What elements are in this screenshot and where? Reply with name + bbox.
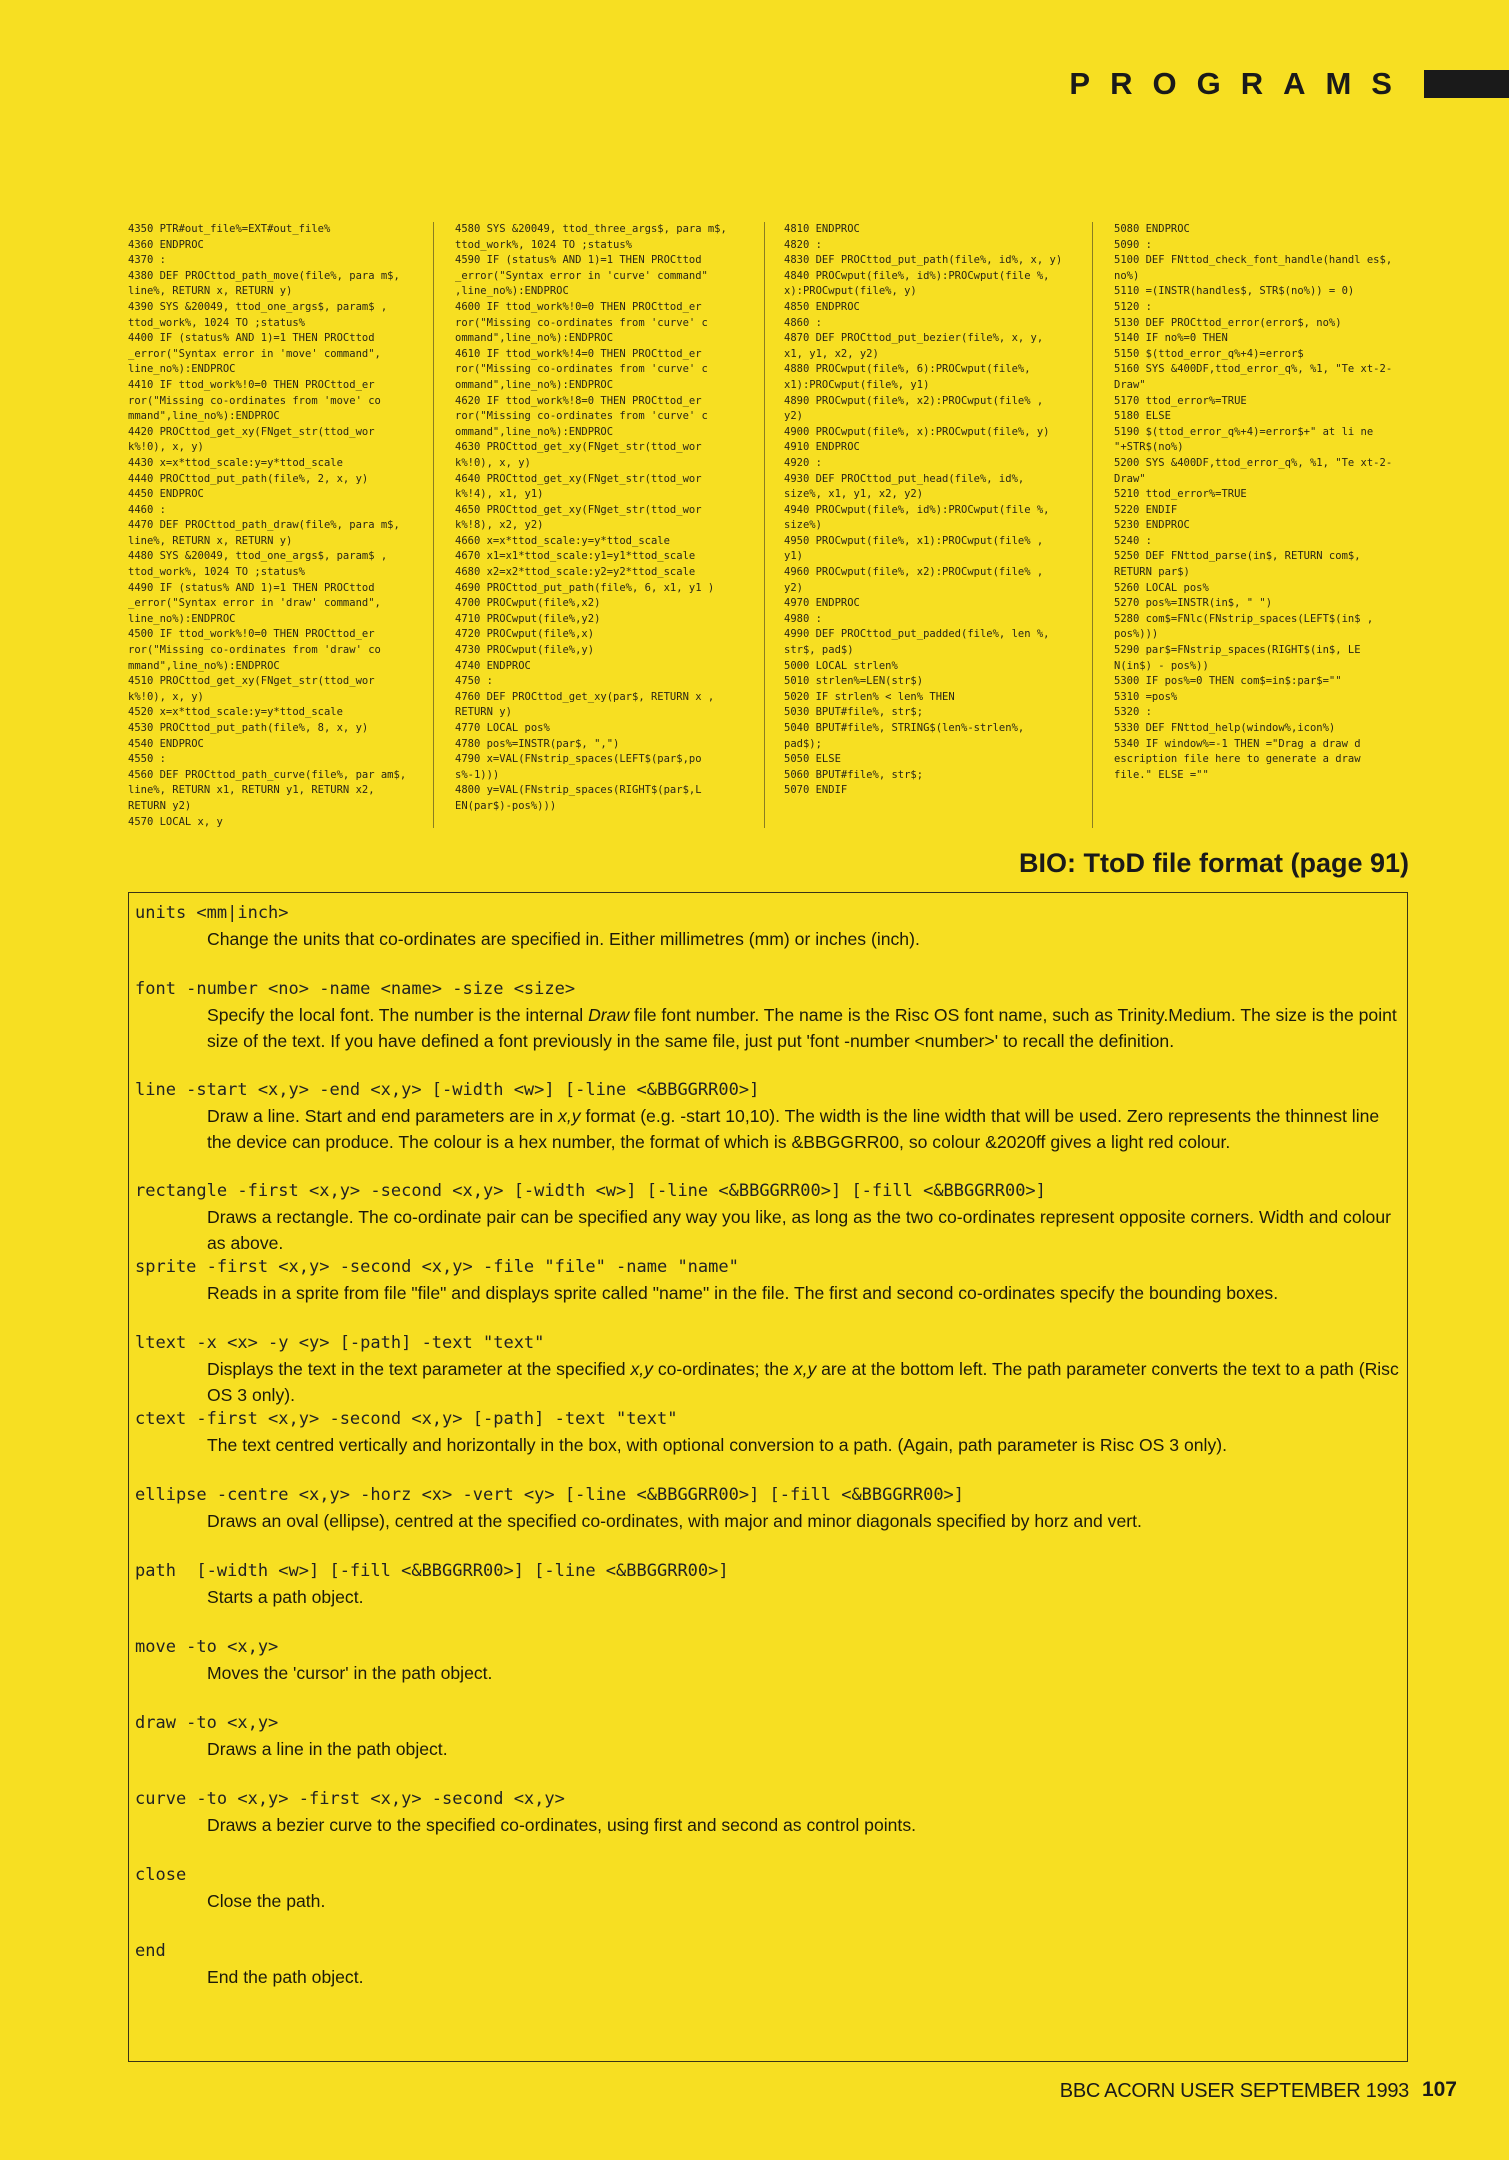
code-line: 4450 ENDPROC (128, 488, 204, 501)
code-line: 4980 : (784, 612, 822, 625)
command-syntax: move -to <x,y> (135, 1637, 279, 1657)
code-line: 5220 ENDIF (1114, 503, 1178, 516)
format-entry (135, 1483, 1401, 1534)
code-line: 4380 DEF PROCttod_path_move(file%, para m$, line%, RETURN x, RETURN y) (128, 269, 407, 298)
code-line: 5330 DEF FNttod_help(window%,icon%) (1114, 722, 1336, 734)
code-line: 4370 : (128, 254, 166, 267)
code-line: 5300 IF pos%=0 THEN com$=in$:par$="" (1114, 675, 1342, 688)
section-title: PROGRAMS (1069, 66, 1412, 101)
code-line: 4360 ENDPROC (128, 238, 204, 251)
command-description: Draws a line in the path object. (207, 1739, 448, 1759)
code-line: 4640 PROCttod_get_xy(FNget_str(ttod_wor k%!4), x1, y1) (455, 472, 708, 501)
code-line: 4430 x=x*ttod_scale:y=y*ttod_scale (128, 456, 343, 469)
code-line: 5290 par$=FNstrip_spaces(RIGHT$(in$, LE N(in$) - pos%)) (1114, 644, 1367, 672)
code-line: 4690 PROCttod_put_path(file%, 6, x1, y1 ) (455, 581, 715, 594)
code-line: 5250 DEF FNttod_parse(in$, RETURN com$, RETURN par$) (1114, 550, 1367, 579)
code-line: 5190 $(ttod_error_q%+4)=error$+" at li ne "+STR$(no%) (1114, 425, 1380, 454)
code-line: 5160 SYS &400DF,ttod_error_q%, %1, "Te xt-2-Draw" (1114, 363, 1393, 391)
command-description: Displays the text in the text parameter at the specified x,y co-ordinates; the x,y are at the bottom left. The path parameter converts the text to a path (Risc OS 3 only). (207, 1359, 1399, 1405)
command-description: Draw a line. Start and end parameters are in x,y format (e.g. -start 10,10). The width is the line width that will be used. Zero represents the thinnest line the device can produce. The colour is a hex number, the format of which is &BBGGRR00, so colour &2020ff gives a light red colour. (207, 1106, 1380, 1152)
code-line: 4600 IF ttod_work%!0=0 THEN PROCttod_er ror("Missing co-ordinates from 'curve' c ommand",line_no%):ENDPROC (455, 300, 715, 345)
code-line: 5150 $(ttod_error_q%+4)=error$ (1114, 347, 1304, 360)
format-entry (135, 1939, 1401, 1990)
code-line: 4840 PROCwput(file%, id%):PROCwput(file %, x):PROCwput(file%, y) (784, 269, 1056, 298)
code-line: 4750 : (455, 675, 493, 688)
code-line: 4410 IF ttod_work%!0=0 THEN PROCttod_er ror("Missing co-ordinates from 'move' co mmand",line_no%):ENDPROC (128, 378, 388, 423)
code-line: 5070 ENDIF (784, 784, 848, 797)
command-description: Change the units that co-ordinates are specified in. Either millimetres (mm) or inches (inch). (207, 929, 920, 949)
code-line: 4880 PROCwput(file%, 6):PROCwput(file%, x1):PROCwput(file%, y1) (784, 363, 1037, 391)
code-line: 4850 ENDPROC (784, 300, 860, 313)
code-line: 5170 ttod_error%=TRUE (1114, 394, 1247, 407)
code-line: 4800 y=VAL(FNstrip_spaces(RIGHT$(par$,L EN(par$)-pos%))) (455, 784, 708, 812)
code-line: 4400 IF (status% AND 1)=1 THEN PROCttod _error("Syntax error in 'move' command", line_no%):ENDPROC (128, 332, 388, 376)
code-line: 4720 PROCwput(file%,x) (455, 628, 595, 641)
section-bar (1424, 70, 1509, 98)
listing-column-2 (455, 222, 739, 828)
code-line: 4650 PROCttod_get_xy(FNget_str(ttod_wor k%!8), x2, y2) (455, 503, 708, 532)
code-line: 4480 SYS &20049, ttod_one_args$, param$ , ttod_work%, 1024 TO ;status% (128, 550, 394, 579)
format-entry (135, 901, 1401, 952)
format-entry (135, 1179, 1401, 1256)
code-line: 5080 ENDPROC (1114, 223, 1190, 235)
format-entry (135, 1787, 1401, 1838)
column-divider (1092, 222, 1093, 828)
code-line: 5210 ttod_error%=TRUE (1114, 488, 1247, 501)
code-line: 4810 ENDPROC (784, 223, 860, 235)
code-line: 5020 IF strlen% < len% THEN (784, 690, 955, 703)
code-line: 4500 IF ttod_work%!0=0 THEN PROCttod_er ror("Missing co-ordinates from 'draw' co mmand",line_no%):ENDPROC (128, 628, 388, 672)
code-line: 4610 IF ttod_work%!4=0 THEN PROCttod_er ror("Missing co-ordinates from 'curve' c ommand",line_no%):ENDPROC (455, 347, 715, 391)
code-line: 5050 ELSE (784, 753, 841, 766)
code-line: 4670 x1=x1*ttod_scale:y1=y1*ttod_scale (455, 550, 696, 563)
code-line: 4490 IF (status% AND 1)=1 THEN PROCttod _error("Syntax error in 'draw' command", line_no%):ENDPROC (128, 581, 388, 625)
code-line: 5240 : (1114, 534, 1152, 547)
code-line: 4950 PROCwput(file%, x1):PROCwput(file% , y1) (784, 534, 1050, 563)
code-line: 5060 BPUT#file%, str$; (784, 768, 924, 781)
code-line: 5100 DEF FNttod_check_font_handle(handl es$, no%) (1114, 254, 1399, 282)
page-number: 107 (1421, 2078, 1457, 2101)
command-description: Starts a path object. (207, 1587, 364, 1607)
code-line: 4860 : (784, 316, 822, 329)
listing-column-3 (784, 222, 1067, 828)
code-line: 4510 PROCttod_get_xy(FNget_str(ttod_wor k%!0), x, y) (128, 675, 381, 703)
code-line: 4990 DEF PROCttod_put_padded(file%, len %, str$, pad$) (784, 628, 1056, 657)
command-description: End the path object. (207, 1967, 364, 1987)
code-line: 4470 DEF PROCttod_path_draw(file%, para m$, line%, RETURN x, RETURN y) (128, 519, 407, 547)
format-entry (135, 977, 1401, 1054)
command-description: Draws an oval (ellipse), centred at the specified co-ordinates, with major and minor diagonals specified by horz and vert. (207, 1511, 1142, 1531)
code-line: 4520 x=x*ttod_scale:y=y*ttod_scale (128, 706, 343, 719)
code-line: 4660 x=x*ttod_scale:y=y*ttod_scale (455, 534, 670, 547)
column-divider (433, 222, 434, 828)
command-syntax: draw -to <x,y> (135, 1713, 279, 1733)
code-line: 4920 : (784, 456, 822, 469)
panel-title: BIO: TtoD file format (page 91) (1018, 848, 1409, 878)
command-syntax: units <mm|inch> (135, 903, 289, 923)
code-line: 5260 LOCAL pos% (1114, 581, 1209, 594)
code-line: 4710 PROCwput(file%,y2) (455, 612, 601, 625)
code-line: 4680 x2=x2*ttod_scale:y2=y2*ttod_scale (455, 566, 696, 579)
command-syntax: font -number <no> -name <name> -size <size> (135, 979, 576, 999)
command-syntax: close (135, 1865, 187, 1885)
code-line: 4620 IF ttod_work%!8=0 THEN PROCttod_er ror("Missing co-ordinates from 'curve' c ommand",line_no%):ENDPROC (455, 394, 715, 438)
code-line: 4820 : (784, 238, 822, 251)
format-entry (135, 1863, 1401, 1914)
code-line: 5140 IF no%=0 THEN (1114, 332, 1228, 345)
code-line: 4350 PTR#out_file%=EXT#out_file% (128, 223, 331, 235)
command-description: Specify the local font. The number is the internal Draw file font number. The name is the Risc OS font name, such as Trinity.Medium. The size is the point size of the text. If you have defined a font previously in the same file, just put 'font -number <number>' to recall the definition. (207, 1005, 1397, 1051)
code-line: 4700 PROCwput(file%,x2) (455, 597, 601, 610)
command-syntax: ellipse -centre <x,y> -horz <x> -vert <y> [-line <&BBGGRR00>] [-fill <&BBGGRR00>] (135, 1485, 965, 1505)
code-line: 4870 DEF PROCttod_put_bezier(file%, x, y, x1, y1, x2, y2) (784, 332, 1050, 360)
code-line: 4970 ENDPROC (784, 597, 860, 610)
command-description: Draws a rectangle. The co-ordinate pair can be specified any way you like, as long as the two co-ordinates represent opposite corners. Width and colour as above. (207, 1207, 1391, 1253)
code-line: 5320 : (1114, 706, 1152, 719)
code-line: 4540 ENDPROC (128, 737, 204, 750)
code-line: 5030 BPUT#file%, str$; (784, 706, 924, 719)
code-line: 5040 BPUT#file%, STRING$(len%-strlen%, pad$); (784, 722, 1031, 750)
command-syntax: ctext -first <x,y> -second <x,y> [-path] -text "text" (135, 1409, 678, 1429)
command-syntax: sprite -first <x,y> -second <x,y> -file "file" -name "name" (135, 1257, 739, 1277)
command-syntax: path [-width <w>] [-fill <&BBGGRR00>] [-line <&BBGGRR00>] (135, 1561, 729, 1581)
code-line: 5120 : (1114, 300, 1152, 313)
code-line: 4440 PROCttod_put_path(file%, 2, x, y) (128, 472, 369, 485)
command-description: Reads in a sprite from file "file" and displays sprite called "name" in the file. The first and second co-ordinates specify the bounding boxes. (207, 1283, 1279, 1303)
listing-column-1 (128, 222, 413, 828)
code-line: 4630 PROCttod_get_xy(FNget_str(ttod_wor k%!0), x, y) (455, 441, 708, 469)
format-entry (135, 1078, 1401, 1155)
code-line: 4890 PROCwput(file%, x2):PROCwput(file% , y2) (784, 394, 1050, 423)
code-line: 5110 =(INSTR(handles$, STR$(no%)) = 0) (1114, 285, 1355, 298)
column-divider (764, 222, 765, 828)
code-line: 5180 ELSE (1114, 410, 1171, 423)
code-line: 4900 PROCwput(file%, x):PROCwput(file%, y) (784, 425, 1050, 438)
code-line: 4460 : (128, 503, 166, 516)
code-line: 4590 IF (status% AND 1)=1 THEN PROCttod _error("Syntax error in 'curve' command" ,line_no%):ENDPROC (455, 254, 715, 298)
format-entry (135, 1407, 1401, 1458)
code-line: 5130 DEF PROCttod_error(error$, no%) (1114, 316, 1342, 329)
code-line: 5090 : (1114, 238, 1152, 251)
code-line: 4580 SYS &20049, ttod_three_args$, para m$, ttod_work%, 1024 TO ;status% (455, 223, 734, 251)
code-line: 4760 DEF PROCttod_get_xy(par$, RETURN x , RETURN y) (455, 690, 721, 719)
footer-publication: BBC ACORN USER SEPTEMBER 1993 (1059, 2080, 1409, 2102)
code-line: 4940 PROCwput(file%, id%):PROCwput(file %, size%) (784, 503, 1056, 532)
code-line: 5230 ENDPROC (1114, 519, 1190, 532)
code-line: 4790 x=VAL(FNstrip_spaces(LEFT$(par$,po s%-1))) (455, 753, 708, 781)
command-syntax: line -start <x,y> -end <x,y> [-width <w>] [-line <&BBGGRR00>] (135, 1080, 760, 1100)
command-description: Close the path. (207, 1891, 326, 1911)
code-line: 4910 ENDPROC (784, 441, 860, 454)
code-line: 4550 : (128, 753, 166, 766)
command-description: The text centred vertically and horizontally in the box, with optional conversion to a path. (Again, path parameter is Risc OS 3 only). (207, 1435, 1227, 1455)
command-syntax: rectangle -first <x,y> -second <x,y> [-width <w>] [-line <&BBGGRR00>] [-fill <&BBGGRR00>] (135, 1181, 1046, 1201)
code-line: 4780 pos%=INSTR(par$, ",") (455, 737, 620, 750)
code-line: 5010 strlen%=LEN(str$) (784, 675, 924, 688)
format-entry (135, 1711, 1401, 1762)
file-format-panel (128, 892, 1408, 2062)
format-entry (135, 1331, 1401, 1408)
code-line: 5280 com$=FNlc(FNstrip_spaces(LEFT$(in$ , pos%))) (1114, 612, 1380, 641)
code-line: 4830 DEF PROCttod_put_path(file%, id%, x, y) (784, 254, 1063, 267)
command-syntax: curve -to <x,y> -first <x,y> -second <x,y> (135, 1789, 565, 1809)
code-line: 4960 PROCwput(file%, x2):PROCwput(file% , y2) (784, 566, 1050, 594)
code-line: 5200 SYS &400DF,ttod_error_q%, %1, "Te xt-2-Draw" (1114, 456, 1393, 485)
command-syntax: end (135, 1941, 166, 1961)
format-entry (135, 1255, 1401, 1306)
code-line: 4730 PROCwput(file%,y) (455, 644, 595, 657)
command-description: Draws a bezier curve to the specified co-ordinates, using first and second as control points. (207, 1815, 916, 1835)
code-line: 5270 pos%=INSTR(in$, " ") (1114, 597, 1273, 610)
code-line: 4570 LOCAL x, y (128, 815, 223, 828)
code-line: 4930 DEF PROCttod_put_head(file%, id%, size%, x1, y1, x2, y2) (784, 472, 1031, 501)
code-line: 4390 SYS &20049, ttod_one_args$, param$ , ttod_work%, 1024 TO ;status% (128, 300, 394, 329)
code-line: 4770 LOCAL pos% (455, 722, 550, 734)
code-line: 4560 DEF PROCttod_path_curve(file%, par am$, line%, RETURN x1, RETURN y1, RETURN x2, RETURN y2) (128, 768, 413, 812)
code-line: 5310 =pos% (1114, 690, 1178, 703)
code-line: 4740 ENDPROC (455, 659, 531, 672)
format-entry (135, 1635, 1401, 1686)
format-entry (135, 1559, 1401, 1610)
code-line: 4530 PROCttod_put_path(file%, 8, x, y) (128, 722, 369, 734)
listing-column-4 (1114, 222, 1399, 828)
command-syntax: ltext -x <x> -y <y> [-path] -text "text" (135, 1333, 545, 1353)
code-line: 4420 PROCttod_get_xy(FNget_str(ttod_wor k%!0), x, y) (128, 425, 381, 454)
code-line: 5000 LOCAL strlen% (784, 659, 898, 672)
command-description: Moves the 'cursor' in the path object. (207, 1663, 493, 1683)
code-line: 5340 IF window%=-1 THEN ="Drag a draw d escription file here to generate a draw file." ELSE ="" (1114, 737, 1367, 781)
